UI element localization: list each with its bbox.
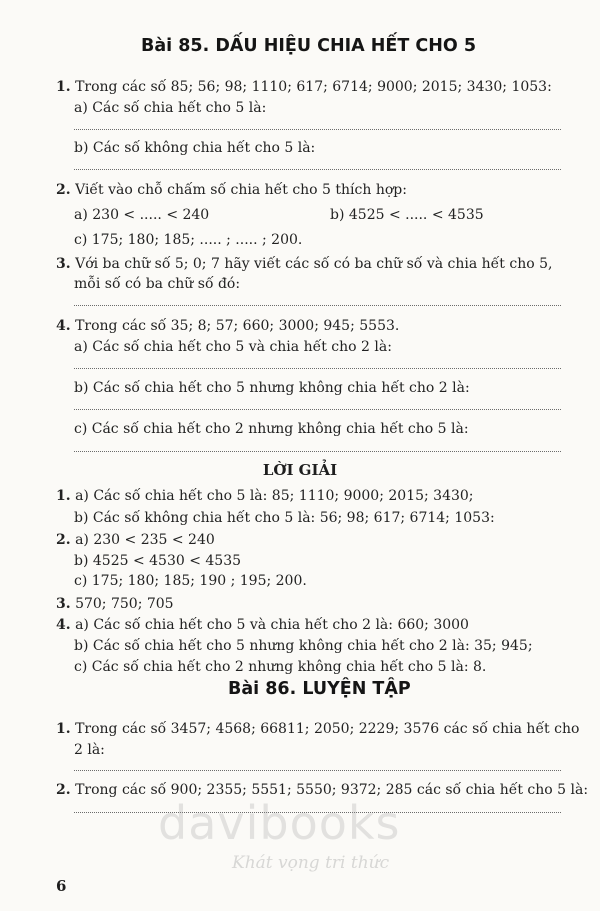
ex4-text: Trong các số 35; 8; 57; 660; 3000; 945; 5553. [75,318,400,334]
ex1-part-b: b) Các số không chia hết cho 5 là: [74,140,316,156]
ex2-part-a: a) 230 < ..... < 240 [74,207,210,223]
ex3-question [56,255,552,273]
ex4-answer-line-a[interactable] [74,368,561,369]
ex3-answer-line[interactable] [74,305,561,306]
sol4-b: b) Các số chia hết cho 5 nhưng không chia hết cho 2 là: 35; 945; [74,638,533,654]
ex4-part-b: b) Các số chia hết cho 5 nhưng không chia hết cho 2 là: [74,380,470,396]
ex4-answer-line-c[interactable] [74,451,561,452]
ex1-part-a: a) Các số chia hết cho 5 là: [74,100,267,116]
ex4-part-c: c) Các số chia hết cho 2 nhưng không chia hết cho 5 là: [74,421,469,437]
sol2-a-text: a) 230 < 235 < 240 [75,532,215,548]
ex4-answer-line-b[interactable] [74,409,561,410]
ex2-number: 2. [56,182,71,198]
ex2-1-text: Trong các số 3457; 4568; 66811; 2050; 2229; 3576 các số chia hết cho [75,721,580,737]
ex2-question [56,181,407,199]
sol1-a-text: a) Các số chia hết cho 5 là: 85; 1110; 9000; 2015; 3430; [75,488,474,504]
ex3-number: 3. [56,256,71,272]
sol2-b: b) 4525 < 4530 < 4535 [74,553,242,569]
ex2-part-b: b) 4525 < ..... < 4535 [330,207,484,223]
ex2-1-answer-line[interactable] [74,770,561,771]
sol3-text: 570; 750; 705 [75,596,174,612]
lesson-85-heading: Bài 85. DẤU HIỆU CHIA HẾT CHO 5 [141,36,477,56]
ex3-text: Với ba chữ số 5; 0; 7 hãy viết các số có ba chữ số và chia hết cho 5, [75,256,553,272]
sol2-c: c) 175; 180; 185; 190 ; 195; 200. [74,573,307,589]
ex2-text: Viết vào chỗ chấm số chia hết cho 5 thích hợp: [75,182,407,198]
sol4-a [56,616,469,634]
sol2-number: 2. [56,532,71,548]
ex1-question [56,78,552,96]
sol1-b: b) Các số không chia hết cho 5 là: 56; 98; 617; 6714; 1053: [74,510,495,526]
ex2-part-c: c) 175; 180; 185; ..... ; ..... ; 200. [74,232,303,248]
sol3-number: 3. [56,596,71,612]
ex2-1-text-cont: 2 là: [74,742,105,758]
ex4-number: 4. [56,318,71,334]
sol1-number: 1. [56,488,71,504]
sol1-a [56,487,474,505]
ex2-2-text: Trong các số 900; 2355; 5551; 5550; 9372; 285 các số chia hết cho 5 là: [75,782,589,798]
sol4-number: 4. [56,617,71,633]
ex1-answer-line-a[interactable] [74,129,561,130]
ex2-1-number: 1. [56,721,71,737]
watermark-slogan: Khát vọng tri thức [232,853,390,873]
sol2-a [56,531,215,549]
ex4-part-a: a) Các số chia hết cho 5 và chia hết cho 2 là: [74,339,392,355]
ex4-question [56,317,399,335]
ex1-answer-line-b[interactable] [74,169,561,170]
page-number: 6 [56,877,67,895]
sol4-a-text: a) Các số chia hết cho 5 và chia hết cho 2 là: 660; 3000 [75,617,469,633]
ex3-text-cont: mỗi số có ba chữ số đó: [74,276,241,292]
lesson-86-heading: Bài 86. LUYỆN TẬP [228,679,411,699]
watermark-brand: davibooks [158,796,401,850]
sol3 [56,595,174,613]
ex2-2-number: 2. [56,782,71,798]
ex2-1-question [56,720,579,738]
ex1-text: Trong các số 85; 56; 98; 1110; 617; 6714; 9000; 2015; 3430; 1053: [75,79,552,95]
solution-title: LỜI GIẢI [262,461,338,479]
sol4-c: c) Các số chia hết cho 2 nhưng không chia hết cho 5 là: 8. [74,659,487,675]
ex1-number: 1. [56,79,71,95]
